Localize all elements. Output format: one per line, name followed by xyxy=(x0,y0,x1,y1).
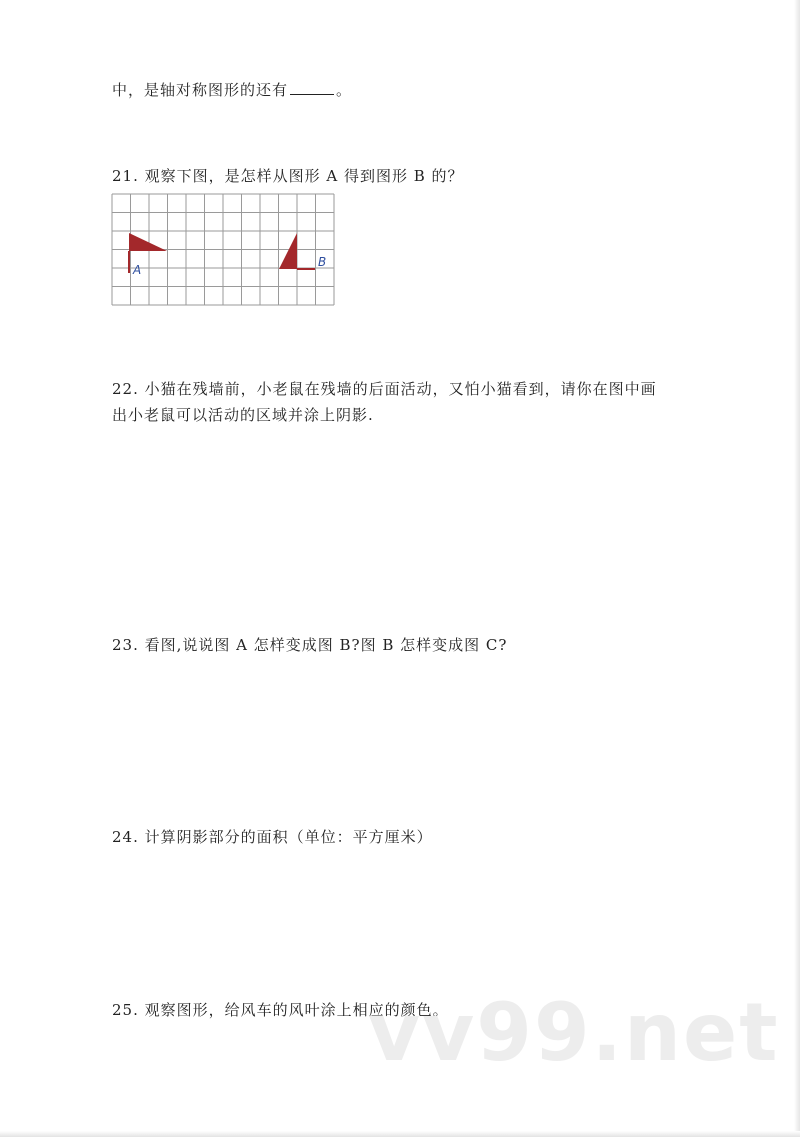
watermark: vv99.net xyxy=(368,986,780,1079)
page-edge-bottom xyxy=(0,1131,800,1137)
question-22-line1: 22. 小猫在残墙前，小老鼠在残墙的后面活动，又怕小猫看到，请你在图中画 xyxy=(112,380,657,398)
label-b: B xyxy=(318,255,327,269)
question-23: 23. 看图,说说图 A 怎样变成图 B?图 B 怎样变成图 C? xyxy=(112,636,508,654)
shape-b-triangle xyxy=(279,233,297,269)
question-25: 25. 观察图形，给风车的风叶涂上相应的颜色。 xyxy=(112,1001,449,1019)
grid-figure xyxy=(111,193,337,309)
label-a: A xyxy=(133,263,142,277)
q20-text: 中，是轴对称图形的还有 xyxy=(112,81,289,99)
answer-blank xyxy=(290,80,334,95)
shape-a-triangle xyxy=(129,233,167,251)
question-24: 24. 计算阴影部分的面积（单位：平方厘米） xyxy=(112,828,433,846)
question-22-line2: 出小老鼠可以活动的区域并涂上阴影. xyxy=(112,406,374,424)
question-21: 21. 观察下图，是怎样从图形 A 得到图形 B 的？ xyxy=(112,167,464,185)
q20-continuation xyxy=(112,79,352,101)
q20-end: 。 xyxy=(336,81,353,99)
page-edge xyxy=(794,0,800,1137)
